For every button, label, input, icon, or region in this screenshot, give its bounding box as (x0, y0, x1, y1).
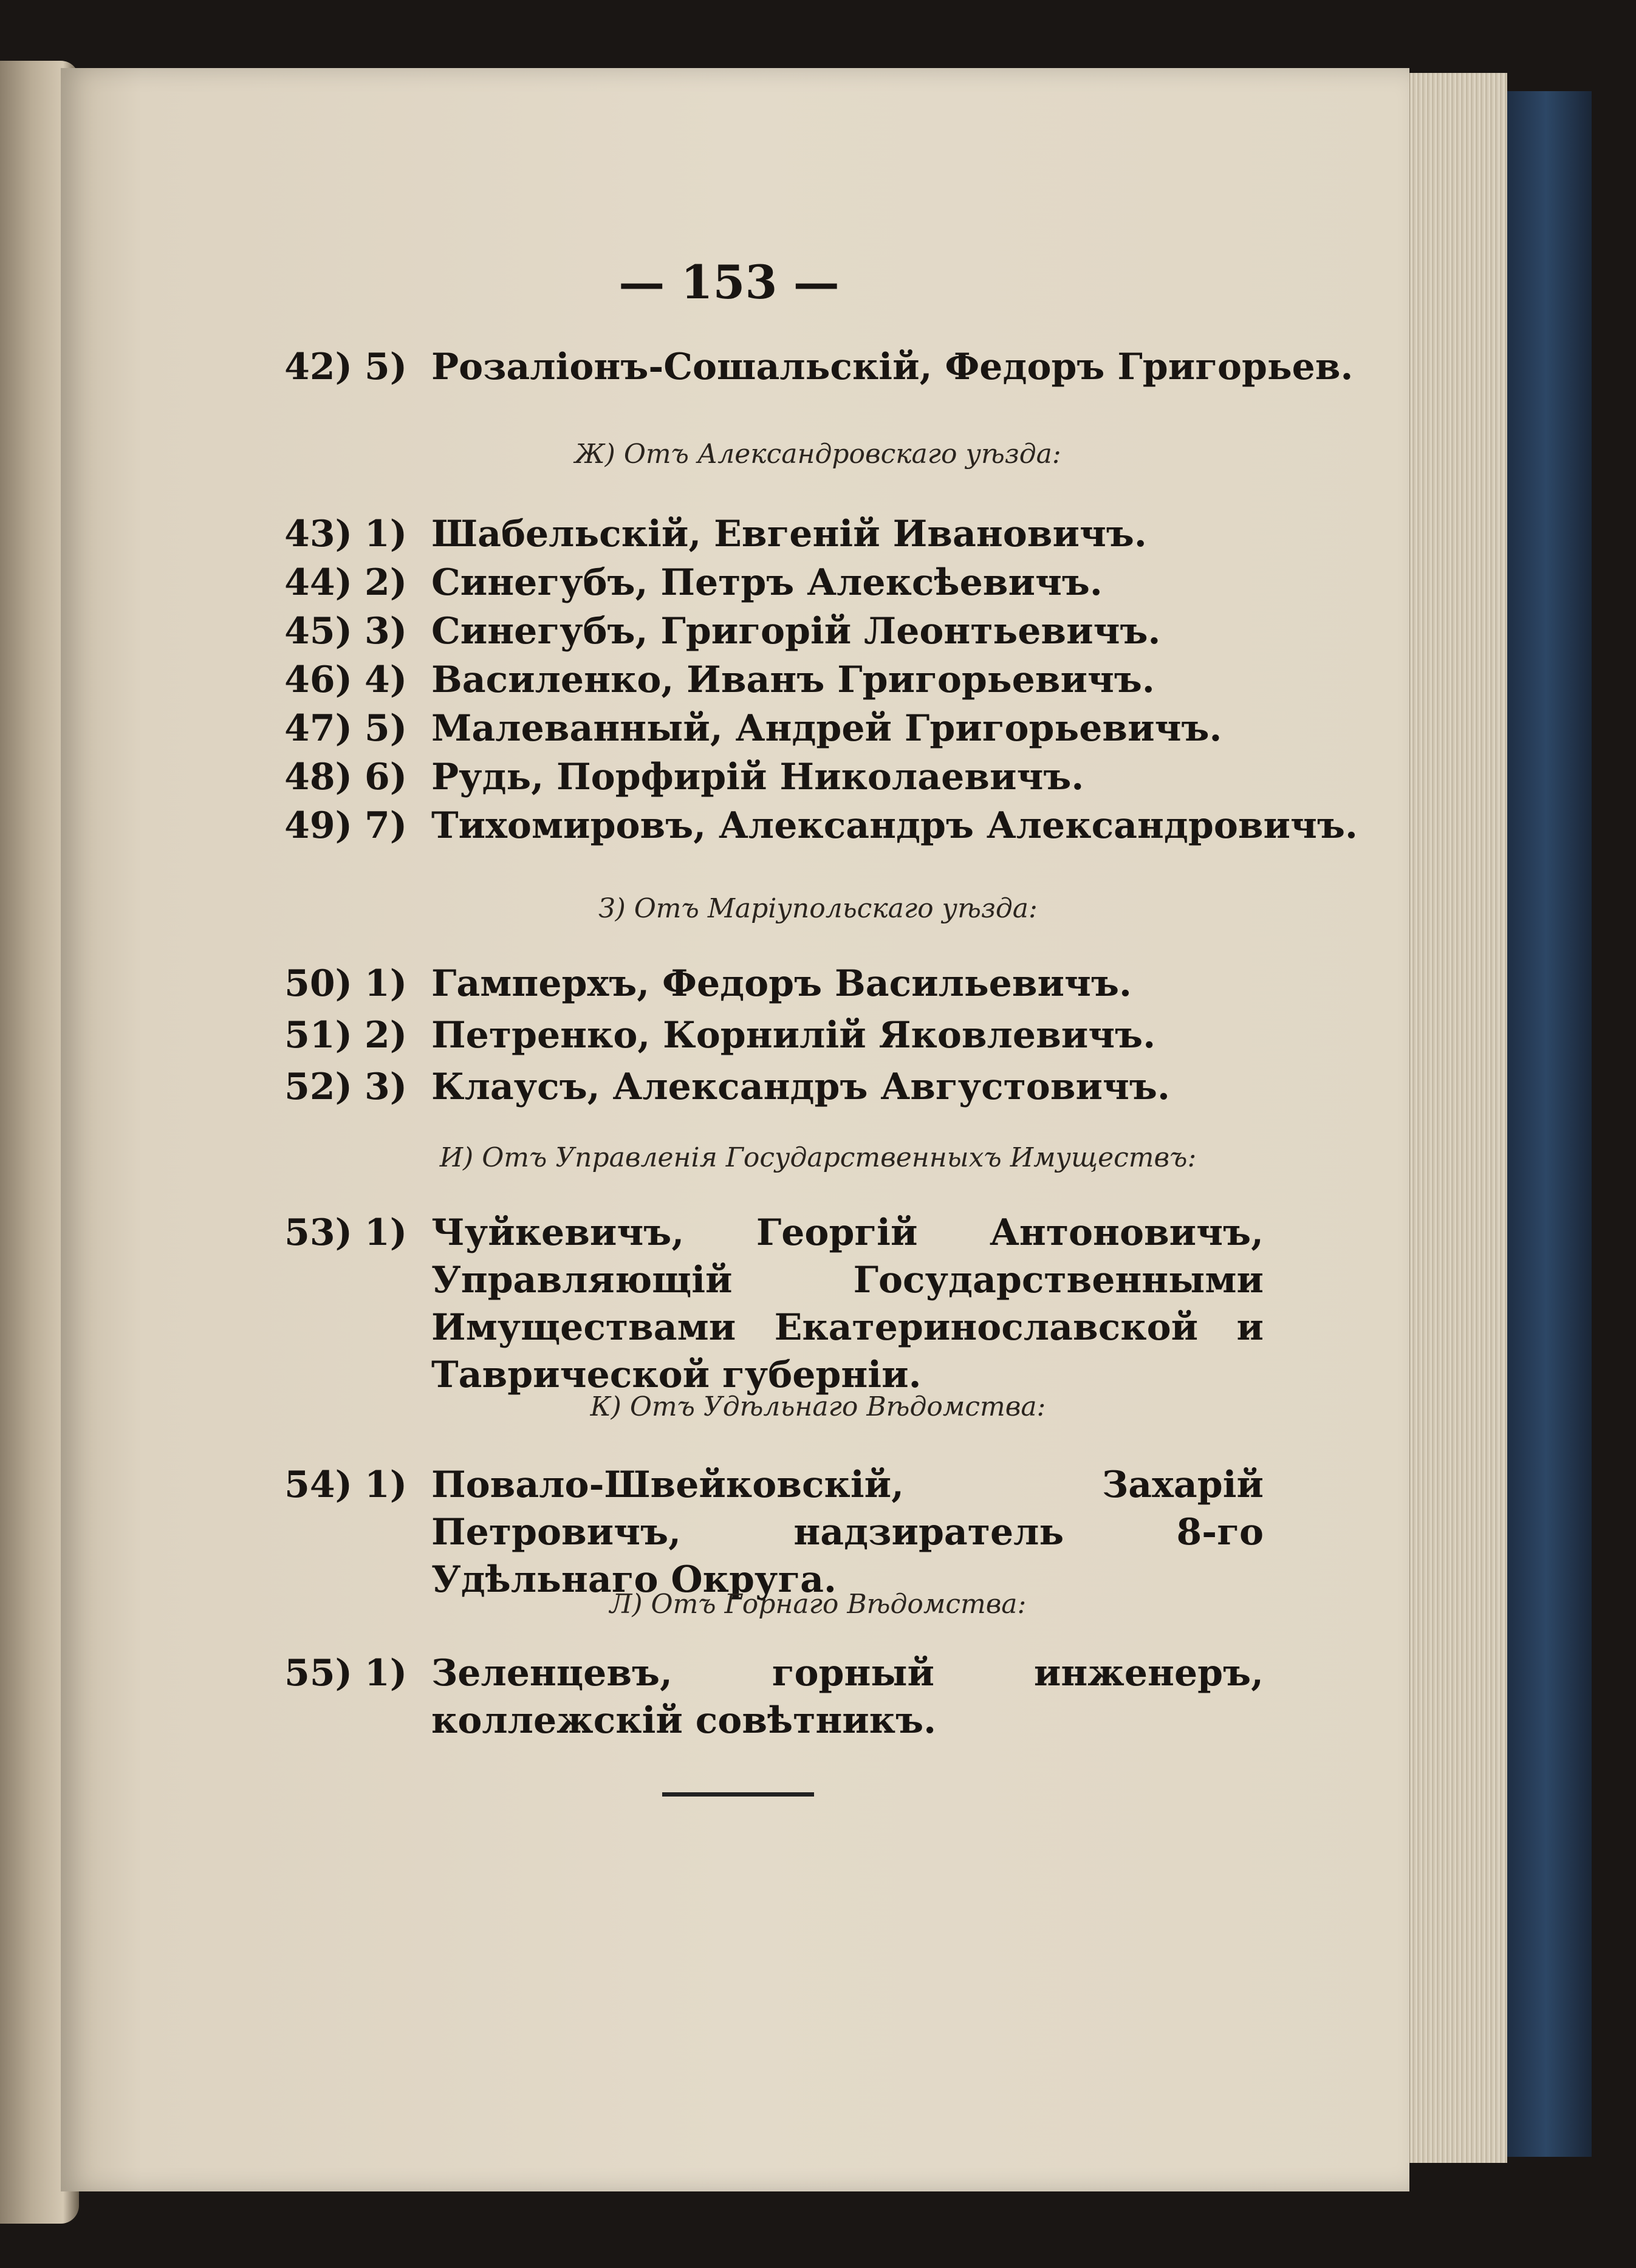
entry-text: Чуйкевичъ, Георгій Антоновичъ, Управляющій Государственными Имуществами Екатеринославской и Таврической губерніи. (431, 1211, 1264, 1396)
entry-subnumber: 2) (365, 1014, 408, 1057)
entry-text: Клаусъ, Александръ Августовичъ. (431, 1066, 1170, 1108)
entry-subnumber: 1) (365, 962, 408, 1005)
section-heading: К) Отъ Удѣльнаго Вѣдомства: (590, 1391, 1046, 1422)
entry-subnumber: 1) (365, 1652, 408, 1694)
entry-number: 45) (284, 610, 352, 653)
entry-text: Повало-Швейковскій, Захарій Петровичъ, надзиратель 8-го Удѣльнаго Округа. (431, 1464, 1264, 1601)
entry-text: Синегубъ, Петръ Алексѣевичъ. (431, 561, 1103, 604)
entry-text: Тихомировъ, Александръ Александровичъ. (431, 804, 1358, 847)
entry-subnumber: 7) (365, 804, 408, 847)
section-heading: З) Отъ Маріупольскаго уѣзда: (598, 893, 1038, 924)
list-item (243, 656, 1276, 705)
list-item (243, 559, 1276, 608)
entry-number: 53) (284, 1211, 352, 1254)
entry-number: 44) (284, 561, 352, 604)
entry-number: 48) (284, 756, 352, 798)
list-item (243, 1063, 1276, 1112)
list-item (243, 705, 1276, 753)
end-rule (662, 1792, 814, 1797)
list-item (243, 510, 1276, 559)
entry-subnumber: 3) (365, 1066, 408, 1108)
entry-text: Василенко, Иванъ Григорьевичъ. (431, 659, 1155, 701)
section-heading: Л) Отъ Горнаго Вѣдомства: (609, 1589, 1027, 1620)
section-heading: Ж) Отъ Александровскаго уѣзда: (575, 439, 1061, 470)
entry-subnumber: 1) (365, 513, 408, 555)
entry-subnumber: 5) (365, 346, 408, 388)
entry-number: 50) (284, 962, 352, 1005)
entry-subnumber: 1) (365, 1464, 408, 1506)
entry-number: 46) (284, 659, 352, 701)
entry-text: Петренко, Корнилій Яковлевичъ. (431, 1014, 1156, 1057)
entry-number: 55) (284, 1652, 352, 1694)
entry-number: 51) (284, 1014, 352, 1057)
entry-number: 49) (284, 804, 352, 847)
list-item (243, 960, 1276, 1009)
list-item (243, 343, 1354, 392)
entry-text: Рудь, Порфирій Николаевичъ. (431, 756, 1084, 798)
entry-text: Шабельскій, Евгеній Ивановичъ. (431, 513, 1147, 555)
entry-number: 52) (284, 1066, 352, 1108)
entry-subnumber: 2) (365, 561, 408, 604)
entry-text: Малеванный, Андрей Григорьевичъ. (431, 707, 1222, 750)
entry-number: 54) (284, 1464, 352, 1506)
entry-subnumber: 4) (365, 659, 408, 701)
list-item (243, 1461, 1276, 1601)
entry-subnumber: 1) (365, 1211, 408, 1254)
entry-subnumber: 5) (365, 707, 408, 750)
entry-number: 43) (284, 513, 352, 555)
entry-number: 47) (284, 707, 352, 750)
list-item (243, 1209, 1276, 1396)
list-item (243, 753, 1276, 802)
list-item (243, 802, 1358, 851)
list-item (243, 608, 1276, 656)
entry-text: Синегубъ, Григорій Леонтьевичъ. (431, 610, 1161, 653)
section-heading: И) Отъ Управленія Государственныхъ Имуществъ: (439, 1142, 1197, 1173)
page-number: — 153 — (618, 255, 840, 309)
entry-number: 42) (284, 346, 352, 388)
list-item (243, 1012, 1276, 1060)
entry-text: Розаліонъ-Сошальскій, Федоръ Григорьев. (431, 346, 1354, 388)
list-item (243, 1650, 1276, 1753)
entry-subnumber: 6) (365, 756, 408, 798)
entry-subnumber: 3) (365, 610, 408, 653)
entry-text: Гамперхъ, Федоръ Васильевичъ. (431, 962, 1132, 1005)
entry-text: Зеленцевъ, горный инженеръ, коллежскій совѣтникъ. (431, 1652, 1264, 1742)
